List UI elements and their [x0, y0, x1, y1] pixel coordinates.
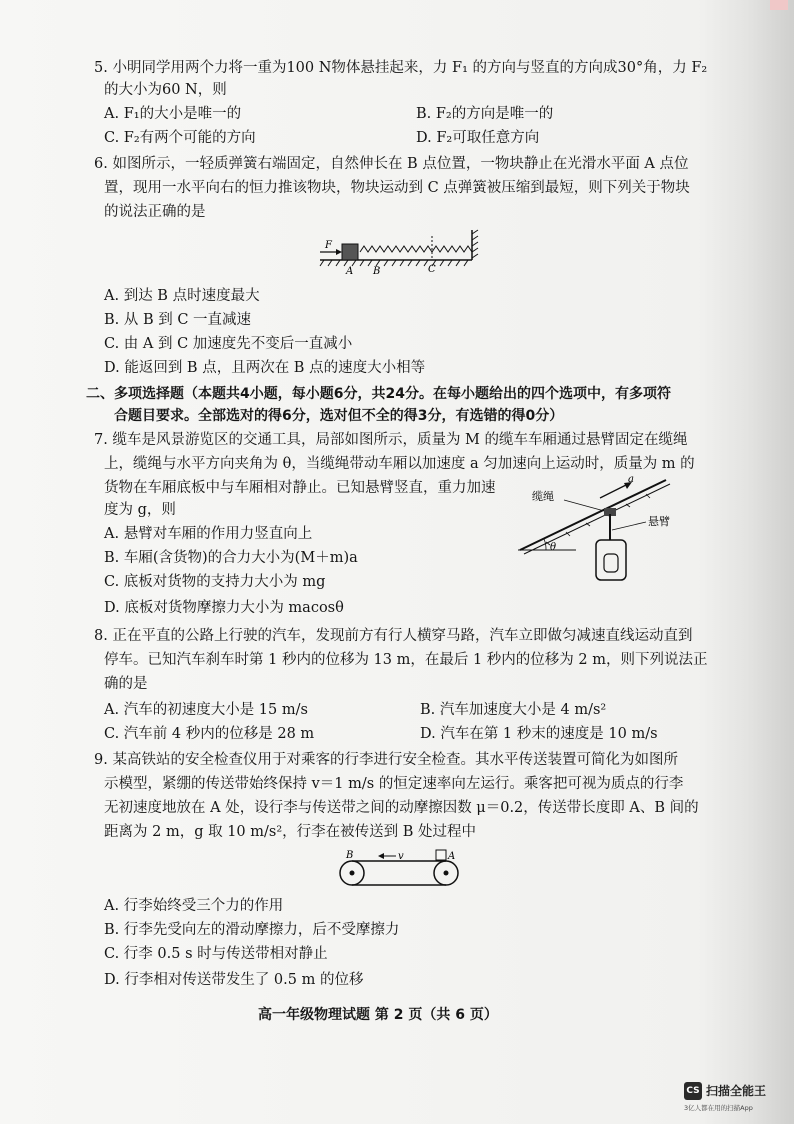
q6-block	[342, 244, 358, 260]
q9-stem-line2: 示模型，紧绷的传送带始终保持 v＝1 m/s 的恒定速率向左运行。乘客把可视为质点的行李	[104, 776, 684, 792]
scanner-watermark	[684, 1080, 790, 1120]
q9-luggage	[436, 850, 446, 860]
q6-stem-line3: 的说法正确的是	[104, 204, 206, 220]
q8-option-b: B. 汽车加速度大小是 4 m/s²	[420, 702, 607, 718]
q7-stem-line4: 度为 g，则	[104, 502, 176, 518]
q5-option-d: D. F₂可取任意方向	[416, 130, 540, 146]
q9-stem-line3: 无初速度地放在 A 处，设行李与传送带之间的动摩擦因数 μ＝0.2，传送带长度即 A、B 间的	[104, 800, 699, 816]
q9-option-c: C. 行李 0.5 s 时与传送带相对静止	[104, 946, 328, 962]
q8-option-a: A. 汽车的初速度大小是 15 m/s	[104, 702, 308, 718]
q9-point-b: B	[346, 850, 354, 861]
q7-stem-line3: 货物在车厢底板中与车厢相对静止。已知悬臂竖直，重力加速	[104, 480, 496, 496]
q9-option-a: A. 行李始终受三个力的作用	[104, 898, 284, 914]
scanner-name: 扫描全能王	[706, 1084, 767, 1098]
q7-angle-label: θ	[550, 542, 557, 553]
section2-heading-line1: 二、多项选择题（本题共4小题，每小题6分，共24分。在每小题给出的四个选项中，有多项符	[86, 386, 671, 402]
q9-point-a: A	[448, 851, 456, 862]
q6-option-a: A. 到达 B 点时速度最大	[104, 288, 260, 304]
q5-option-c: C. F₂有两个可能的方向	[104, 130, 256, 146]
q8-stem-line3: 确的是	[104, 676, 148, 692]
q6-spring-figure	[316, 226, 480, 276]
q6-option-b: B. 从 B 到 C 一直减速	[104, 312, 252, 328]
q6-stem-line1: 6. 如图所示，一轻质弹簧右端固定，自然伸长在 B 点位置，一物块静止在光滑水平面 A 点位	[94, 156, 689, 172]
q6-force-label: F	[325, 240, 332, 251]
q6-spring	[360, 246, 472, 252]
q7-rope-label: 缆绳	[532, 490, 554, 503]
q7-arm-label: 悬臂	[648, 515, 670, 528]
q7-option-b: B. 车厢(含货物)的合力大小为(M＋m)a	[104, 550, 358, 566]
q7-accel-label: a	[628, 474, 634, 485]
q7-option-c: C. 底板对货物的支持力大小为 mg	[104, 574, 326, 590]
q6-stem-line2: 置，现用一水平向右的恒力推该物块，物块运动到 C 点弹簧被压缩到最短，则下列关于物块	[104, 180, 690, 196]
q8-option-d: D. 汽车在第 1 秒末的速度是 10 m/s	[420, 726, 658, 742]
q6-option-c: C. 由 A 到 C 加速度先不变后一直减小	[104, 336, 353, 352]
q7-option-a: A. 悬臂对车厢的作用力竖直向上	[104, 526, 313, 542]
q7-car	[596, 540, 626, 580]
q5-option-a: A. F₁的大小是唯一的	[104, 106, 242, 122]
q8-stem-line2: 停车。已知汽车刹车时第 1 秒内的位移为 13 m，在最后 1 秒内的位移为 2 m，则下列说法正	[104, 652, 708, 668]
q8-option-c: C. 汽车前 4 秒内的位移是 28 m	[104, 726, 315, 742]
q7-option-d: D. 底板对货物摩擦力大小为 macosθ	[104, 600, 344, 616]
q6-point-a: A	[346, 266, 354, 276]
q5-stem-line1: 5. 小明同学用两个力将一重为100 N物体悬挂起来，力 F₁ 的方向与竖直的方向成30°角，力 F₂	[94, 60, 708, 76]
scanner-logo-icon: CS	[684, 1082, 702, 1100]
corner-mark	[770, 0, 788, 10]
page-footer: 高一年级物理试题 第 2 页（共 6 页）	[258, 1007, 498, 1023]
q8-stem-line1: 8. 正在平直的公路上行驶的汽车，发现前方有行人横穿马路，汽车立即做匀减速直线运动直到	[94, 628, 693, 644]
q6-point-c: C	[428, 264, 436, 275]
q7-cablecar-figure	[516, 470, 686, 590]
q9-option-b: B. 行李先受向左的滑动摩擦力，后不受摩擦力	[104, 922, 400, 938]
q7-stem-line2: 上，缆绳与水平方向夹角为 θ，当缆绳带动车厢以加速度 a 匀加速向上运动时，质量为 m 的	[104, 456, 695, 472]
q7-stem-line1: 7. 缆车是风景游览区的交通工具，局部如图所示，质量为 M 的缆车车厢通过悬臂固定在缆绳	[94, 432, 688, 448]
q9-stem-line4: 距离为 2 m，g 取 10 m/s²，行李在被传送到 B 处过程中	[104, 824, 477, 840]
scanner-tagline: 3亿人都在用的扫描App	[684, 1104, 753, 1112]
q6-point-b: B	[373, 266, 381, 276]
q9-velocity-label: v	[398, 851, 404, 862]
q6-option-d: D. 能返回到 B 点，且两次在 B 点的速度大小相等	[104, 360, 426, 376]
q5-stem-line2: 的大小为60 N，则	[104, 82, 227, 98]
section2-heading-line2: 合题目要求。全部选对的得6分，选对但不全的得3分，有选错的得0分）	[114, 408, 564, 424]
q5-option-b: B. F₂的方向是唯一的	[416, 106, 554, 122]
q9-conveyor-figure	[334, 846, 464, 890]
q9-option-d: D. 行李相对传送带发生了 0.5 m 的位移	[104, 972, 364, 988]
q9-stem-line1: 9. 某高铁站的安全检查仪用于对乘客的行李进行安全检查。其水平传送装置可简化为如图所	[94, 752, 678, 768]
